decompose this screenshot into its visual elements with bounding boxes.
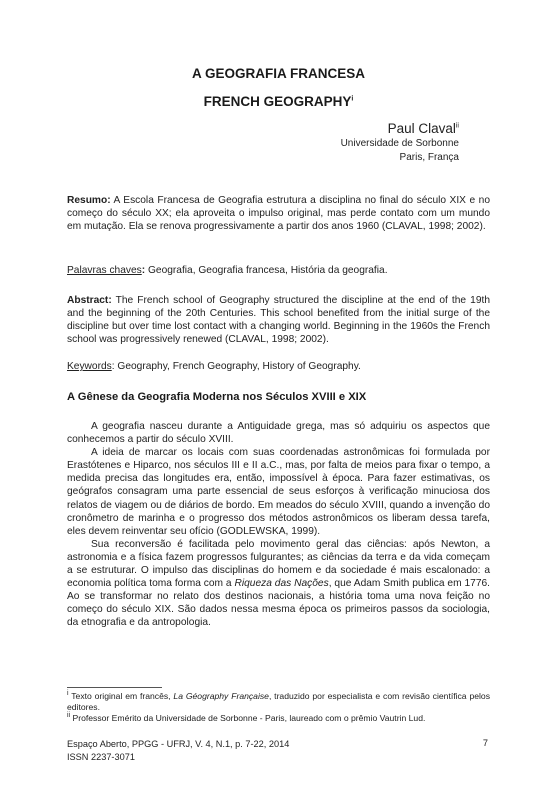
footnote-1: [67, 691, 490, 713]
footnote-1-part-a: Texto original em francês,: [68, 691, 174, 701]
page-footer: [67, 738, 289, 763]
resumo-text: A Escola Francesa de Geografia estrutura a disciplina no final do século XIX e no começo do século XX; ela aproveita o impulso original, mas perde contato com um mundo em mutação. Ela se renova progressivamente a partir dos anos 1960 (CLAVAL, 1998; 2002).: [67, 195, 490, 233]
abstract-paragraph: [67, 294, 490, 346]
resumo-paragraph: [67, 194, 490, 233]
footnote-1-italic: La Géography Française: [173, 691, 269, 701]
title-portuguese: [0, 66, 557, 81]
author-name: [388, 121, 459, 136]
resumo-label: Resumo:: [67, 195, 111, 206]
palavras-chaves-label: Palavras chaves: [67, 265, 142, 276]
body-paragraph-3: [67, 538, 490, 630]
author-location: Paris, França: [399, 152, 459, 163]
footer-issn: ISSN 2237-3071: [67, 751, 135, 762]
keywords-paragraph: [67, 360, 490, 373]
author-name-text: Paul Claval: [387, 121, 456, 136]
body-paragraph-3-italic: Riqueza das Nações: [234, 578, 329, 590]
footer-journal: Espaço Aberto, PPGG - UFRJ, V. 4, N.1, p. 7-22, 2014: [67, 739, 290, 749]
title-portuguese-text: A GEOGRAFIA FRANCESA: [191, 66, 365, 81]
body-text: [67, 420, 490, 630]
page-number: 7: [482, 738, 488, 748]
abstract-text: The French school of Geography structured the discipline at the end of the 19th and the beginning of the 20th Centuries. This school benefited from the initial surge of the discipline but over time lost contact with a changing world. Beginning in the 1960s the French school was progressively renewed (CLAVAL, 1998; 2002).: [67, 295, 490, 346]
footnote-2-marker: ii: [67, 712, 71, 720]
title-english-text: FRENCH GEOGRAPHY: [203, 94, 352, 109]
keywords-text: : Geography, French Geography, History of Geography.: [111, 361, 361, 372]
footnote-2: [67, 713, 490, 724]
footnote-2-text: Professor Emérito da Universidade de Sorbonne - Paris, laureado com o prêmio Vautrin Lud.: [70, 713, 426, 724]
abstract-label: Abstract:: [67, 295, 112, 306]
footnote-divider: [67, 687, 162, 688]
body-paragraph-2: A ideia de marcar os locais com suas coordenadas astronômicas foi formulada por Erastótenes e Hiparco, nos séculos III e II a.C., mas, por falta de meios para fixar o tempo, a medida precisa das longitudes era, então, impossível à época. Para fazer estimativas, os geógrafos consagram uma parte essencial de seus esforços à verificação minuciosa dos relatos de viagem ou de diários de bordo. Em meados do século XVIII, quando a invenção do cronômetro de marinha e o progresso dos métodos astronômicos os liberam dessa tarefa, eles devem reinventar seu ofício (GODLEWSKA, 1999).: [67, 447, 490, 537]
body-paragraph-1: A geografia nasceu durante a Antiguidade grega, mas só adquiriu os aspectos que conhecemos a partir do século XVIII.: [67, 421, 490, 446]
palavras-chaves-paragraph: [67, 264, 490, 277]
body-paragraph-3-part-b: , que Adam Smith publica em 1776. Ao se transformar no relato dos destinos nacionais, a história toma uma nova feição no começo do século XIX. São dados nessa mesma época os primeiros passos da sociologia, da etnografia e da antropologia.: [67, 578, 490, 629]
title-english: [0, 94, 557, 109]
section-heading: A Gênese da Geografia Moderna nos Séculos XVIII e XIX: [67, 391, 367, 403]
author-affiliation: Universidade de Sorbonne: [340, 138, 459, 149]
footnote-1-marker: i: [67, 690, 69, 698]
author-footnote-marker: ii: [455, 122, 459, 130]
body-paragraph-3-part-a: Sua reconversão é facilitada pelo movimento geral das ciências: após Newton, a astronomia e a física fazem progressos fulgurantes; as ciências da terra e da vida começam a se estruturar. O impulso das disciplinas do homem e da sociedade é mais escalonado: a economia política toma forma com a: [67, 538, 490, 590]
footnotes: [67, 691, 490, 725]
palavras-chaves-text: Geografia, Geografia francesa, História da geografia.: [145, 265, 388, 276]
keywords-label: Keywords: [67, 361, 112, 372]
footnote-1-part-b: , traduzido por especialista e com revisão científica pelos editores.: [67, 691, 490, 713]
palavras-chaves-colon: :: [141, 265, 146, 276]
title-footnote-marker: i: [351, 95, 354, 103]
